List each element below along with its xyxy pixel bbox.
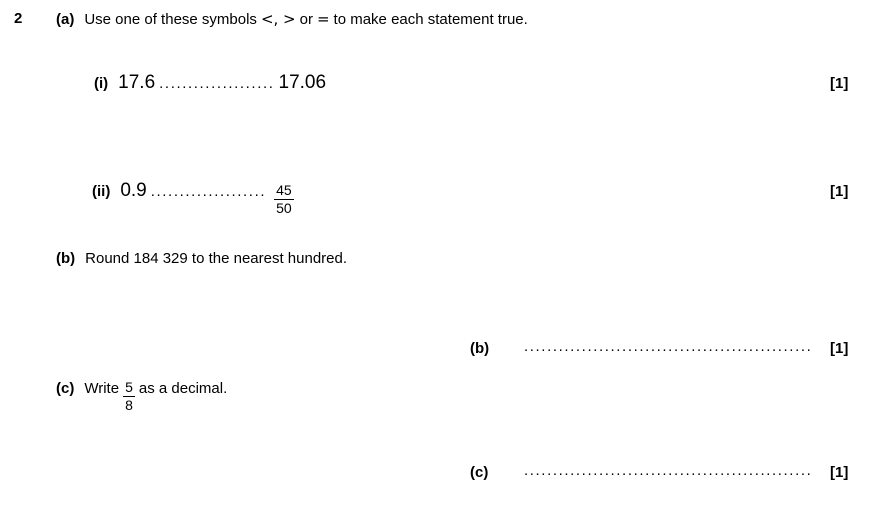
part-a-ii-fraction: [274, 183, 294, 215]
part-c-answer-space[interactable]: ..................................................: [524, 462, 813, 479]
part-b-answer-label: (b): [470, 340, 490, 357]
part-a-ii-label: (ii): [92, 183, 111, 200]
part-b-label: (b): [56, 250, 76, 267]
part-a-ii-left-value: 0.9: [120, 180, 147, 201]
part-c-text-after: as a decimal.: [138, 380, 228, 397]
part-a-i-label: (i): [94, 75, 109, 92]
part-c-label: (c): [56, 380, 75, 397]
part-b-stem: [56, 250, 347, 267]
part-c-fraction: [123, 380, 135, 412]
part-c-fraction-numerator: 5: [125, 379, 133, 395]
part-c-text-before: Write: [84, 380, 120, 397]
part-a-i-answer-space[interactable]: ....................: [159, 75, 275, 92]
part-a-i-row: [94, 72, 326, 94]
part-c-fraction-denominator: 8: [125, 396, 133, 413]
part-a-ii-marks: [1]: [830, 183, 849, 200]
part-c-answer-label: (c): [470, 464, 489, 481]
part-b-marks: [1]: [830, 340, 849, 357]
part-a-i-left-value: 17.6: [118, 72, 156, 93]
part-a-ii-fraction-denominator: 50: [276, 199, 292, 216]
part-a-i-marks: [1]: [830, 75, 849, 92]
question-number: 2: [14, 10, 23, 27]
part-a-ii-row: [92, 180, 294, 216]
part-a-i-right-value: 17.06: [278, 72, 327, 93]
part-b-answer-space[interactable]: ..................................................: [524, 338, 813, 355]
part-c-stem: [56, 380, 227, 413]
part-c-marks: [1]: [830, 464, 849, 481]
part-a-text-middle: or: [299, 11, 313, 28]
part-a-symbols: <, >: [260, 10, 296, 28]
part-a-label: (a): [56, 11, 75, 28]
part-a-stem: [56, 10, 528, 28]
part-a-equals: =: [316, 10, 330, 28]
part-b-text: Round 184 329 to the nearest hundred.: [85, 250, 348, 267]
part-a-text-before: Use one of these symbols: [84, 11, 257, 28]
part-a-ii-fraction-numerator: 45: [276, 182, 292, 198]
part-a-ii-answer-space[interactable]: ....................: [150, 183, 267, 200]
part-a-text-after: to make each statement true.: [333, 11, 528, 28]
